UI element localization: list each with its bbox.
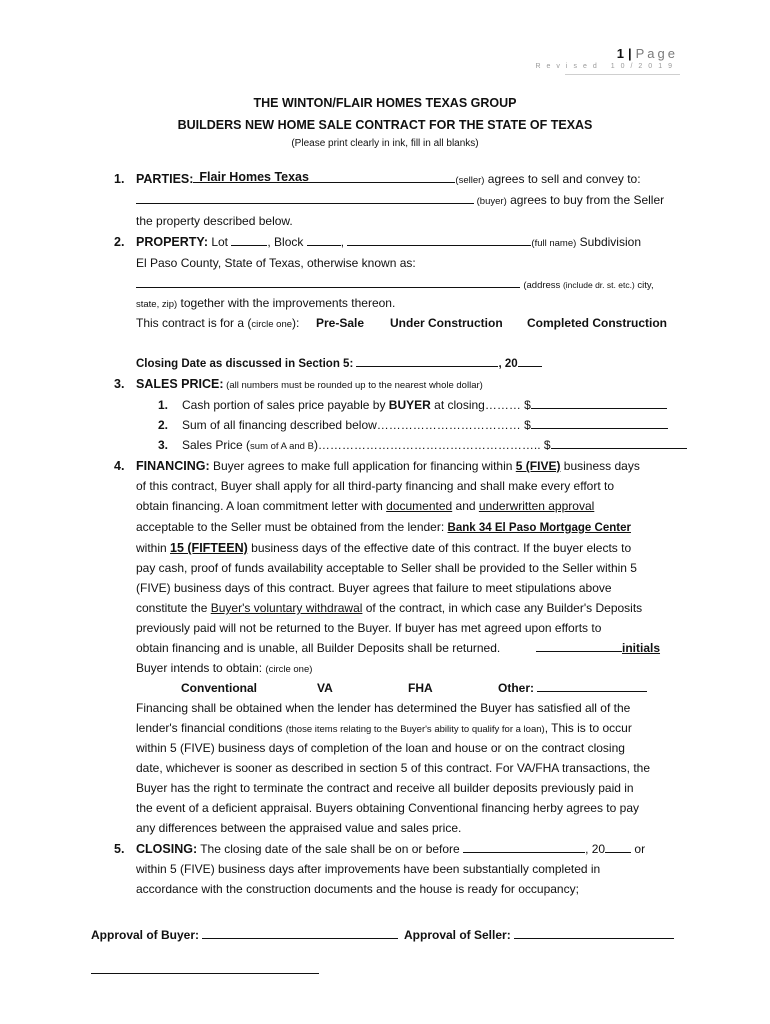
initials-line: initials — [536, 640, 660, 656]
section-4-line-14: lender's financial conditions (those items relating to the Buyer's ability to qualify for a loan), This is to occur — [136, 721, 632, 735]
page-header — [535, 46, 678, 70]
document-subtitle: BUILDERS NEW HOME SALE CONTRACT FOR THE STATE OF TEXAS — [177, 118, 593, 132]
section-4-line-3: obtain financing. A loan commitment letter with documented and underwritten approval — [136, 499, 595, 513]
seller-approval-field[interactable] — [514, 927, 674, 939]
sales-item-1: Cash portion of sales price payable by BUYER at closing……… $ — [182, 397, 667, 413]
option-completed-construction[interactable]: Completed Construction — [527, 316, 667, 330]
sales-item-2: Sum of all financing described below……………………………… $ — [182, 417, 668, 433]
option-fha[interactable]: FHA — [408, 681, 433, 695]
closing-heading: CLOSING: — [136, 842, 198, 856]
buyer-approval: Approval of Buyer: — [91, 927, 398, 943]
section-4-line-9: previously paid will not be returned to the Buyer. If buyer has met agreed upon efforts to — [136, 621, 602, 635]
buyer-name-field[interactable] — [136, 192, 474, 204]
section-4-line-6: pay cash, proof of funds availability acceptable to Seller shall be provided to the Seller within 5 — [136, 561, 637, 575]
block-field[interactable] — [307, 234, 341, 246]
parties-heading: PARTIES: — [136, 172, 194, 186]
sales-price-heading: SALES PRICE: — [136, 377, 224, 391]
seller-approval: Approval of Seller: — [404, 927, 674, 943]
financing-sum-field[interactable] — [531, 417, 668, 429]
section-4-line-17: Buyer has the right to terminate the contract and receive all builder deposits previously paid in — [136, 781, 634, 795]
section-5-line-1: CLOSING: The closing date of the sale shall be on or before , 20 or — [136, 842, 646, 856]
header-rule — [565, 74, 680, 75]
sales-item-3-number: 3. — [158, 438, 169, 452]
section-4-line-10: obtain financing and is unable, all Builder Deposits shall be returned. — [136, 641, 501, 655]
section-4-line-7: (FIVE) business days of this contract. Buyer agrees that failure to meet stipulations above — [136, 581, 612, 595]
buyer-approval-field[interactable] — [202, 927, 398, 939]
closing-date-line: Closing Date as discussed in Section 5: , 20 — [136, 355, 542, 372]
option-va[interactable]: VA — [317, 681, 333, 695]
section-4-line-4: acceptable to the Seller must be obtained from the lender: Bank 34 El Paso Mortgage Center — [136, 520, 631, 534]
section-5-line-2: within 5 (FIVE) business days after improvements have been substantially completed in — [136, 862, 601, 876]
seller-name-field[interactable]: Flair Homes Texas — [193, 171, 455, 183]
section-4-line-16: date, whichever is sooner as described in section 5 of this contract. For VA/FHA transactions, the — [136, 761, 651, 775]
section-2-line-3: (address (include dr. st. etc.) city, — [136, 276, 654, 294]
signature-line[interactable] — [91, 973, 319, 974]
closing-before-year-field[interactable] — [605, 841, 631, 853]
section-2-line-4: state, zip) together with the improvements thereon. — [136, 296, 396, 310]
section-1-line-1: PARTIES: Flair Homes Texas (seller) agrees to sell and convey to: — [136, 170, 641, 186]
sales-price-field[interactable] — [551, 437, 687, 449]
section-2-number: 2. — [114, 235, 125, 249]
subdivision-name-field[interactable] — [347, 234, 531, 246]
financing-heading: FINANCING: — [136, 459, 210, 473]
sales-item-2-number: 2. — [158, 418, 169, 432]
other-financing-field[interactable] — [537, 680, 647, 692]
section-1-line-3: the property described below. — [136, 214, 293, 228]
section-4-line-5: within 15 (FIFTEEN) business days of the effective date of this contract. If the buyer elects to — [136, 541, 632, 555]
section-2-line-1: PROPERTY: Lot , Block , (full name) Subdivision — [136, 235, 641, 249]
section-2-line-5: This contract is for a (circle one): — [136, 316, 300, 330]
section-5-number: 5. — [114, 842, 125, 856]
section-5-line-3: accordance with the construction documents and the house is ready for occupancy; — [136, 882, 579, 896]
lot-field[interactable] — [231, 234, 267, 246]
section-3-line-1: SALES PRICE: (all numbers must be rounded up to the nearest whole dollar) — [136, 377, 483, 391]
sales-item-1-number: 1. — [158, 398, 169, 412]
page-number: 1 | Page — [616, 46, 678, 61]
section-2-line-2: El Paso County, State of Texas, otherwise known as: — [136, 256, 416, 270]
section-4-line-1: FINANCING: Buyer agrees to make full application for financing within 5 (FIVE) business days — [136, 459, 640, 473]
closing-before-date-field[interactable] — [463, 841, 585, 853]
address-field[interactable] — [136, 276, 520, 288]
section-4-line-19: any differences between the appraised value and sales price. — [136, 821, 462, 835]
section-4-number: 4. — [114, 459, 125, 473]
option-under-construction[interactable]: Under Construction — [390, 316, 503, 330]
section-4-line-13: Financing shall be obtained when the lender has determined the Buyer has satisfied all of the — [136, 701, 631, 715]
option-pre-sale[interactable]: Pre-Sale — [316, 316, 365, 330]
section-1-line-2: (buyer) agrees to buy from the Seller — [136, 192, 664, 210]
section-3-number: 3. — [114, 377, 125, 391]
section-4-line-11: Buyer intends to obtain: (circle one) — [136, 661, 313, 675]
instructions: (Please print clearly in ink, fill in all blanks) — [291, 138, 479, 149]
revision-label: Revised 10/2019 — [535, 63, 678, 70]
document-title: THE WINTON/FLAIR HOMES TEXAS GROUP — [253, 96, 517, 110]
section-4-line-8: constitute the Buyer's voluntary withdrawal of the contract, in which case any Builder's Deposits — [136, 601, 643, 615]
closing-year-field[interactable] — [518, 355, 542, 367]
cash-portion-field[interactable] — [531, 397, 667, 409]
section-4-line-18: the event of a deficient appraisal. Buyers obtaining Conventional financing herby agrees to pay — [136, 801, 639, 815]
section-1-number: 1. — [114, 172, 125, 186]
option-other[interactable]: Other: — [498, 680, 647, 696]
section-4-line-2: of this contract, Buyer shall apply for all third-party financing and shall make every effort to — [136, 479, 615, 493]
initials-field[interactable] — [536, 640, 622, 652]
lender-name-field[interactable]: Bank 34 El Paso Mortgage Center — [447, 522, 631, 534]
property-heading: PROPERTY: — [136, 235, 208, 249]
sales-item-3: Sales Price (sum of A and B)……………………………………………….. $ — [182, 437, 687, 455]
option-conventional[interactable]: Conventional — [181, 681, 258, 695]
closing-date-field[interactable] — [356, 355, 498, 367]
section-4-line-15: within 5 (FIVE) business days of completion of the loan and house or on the contract closing — [136, 741, 625, 755]
